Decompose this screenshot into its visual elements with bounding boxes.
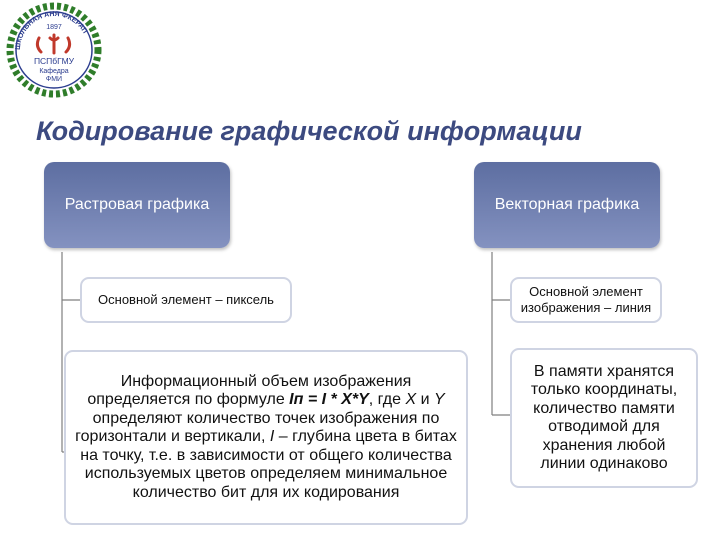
formula-text-3: и bbox=[416, 391, 434, 409]
formula-text-4: определяют количество точек изображения по горизонтали и вертикали, bbox=[75, 409, 440, 446]
logo-dept-line2: ФМИ bbox=[45, 76, 63, 83]
vector-graphics-header-label: Векторная графика bbox=[494, 196, 640, 213]
formula-text-1: Информационный объем изображения определяется по формуле bbox=[87, 372, 412, 409]
logo-dept-line1: Кафедра bbox=[39, 68, 69, 75]
raster-volume-formula-box bbox=[64, 350, 468, 525]
raster-basic-element-box bbox=[80, 277, 292, 323]
formula-text-5: – глубина цвета в битах на точку, т.е. в зависимости от общего количества используемых цветов определяем минимальное количество бит для их кодирования bbox=[80, 428, 457, 501]
raster-graphics-header-label: Растровая графика bbox=[64, 196, 210, 213]
slide-title: Кодирование графической информации bbox=[36, 116, 582, 146]
formula-text-2: , где bbox=[368, 391, 406, 409]
raster-basic-element-text: Основной элемент – пиксель bbox=[98, 292, 274, 307]
vector-basic-element-box bbox=[510, 277, 662, 323]
logo-year: 1897 bbox=[46, 24, 62, 31]
raster-volume-formula-text bbox=[72, 373, 460, 503]
vector-memory-text: В памяти хранятся только координаты, количество памяти отводимой для хранения любой линии одинаково bbox=[530, 362, 678, 472]
logo-org: ПСПбГМУ bbox=[33, 56, 75, 66]
vector-memory-box bbox=[510, 348, 698, 488]
vector-basic-element-text: Основной элемент изображения – линия bbox=[520, 284, 652, 315]
formula-var-x: X bbox=[405, 391, 417, 409]
raster-graphics-header bbox=[44, 162, 230, 248]
logo-arc-text: ШКОЛЬНАЯ АНЯ ФКЕРАП bbox=[14, 10, 89, 51]
formula-var-y: Y bbox=[433, 391, 445, 409]
formula-expression: Iп = I * X*Y bbox=[289, 391, 369, 409]
formula-var-i: I bbox=[269, 428, 275, 446]
vector-graphics-header bbox=[474, 162, 660, 248]
